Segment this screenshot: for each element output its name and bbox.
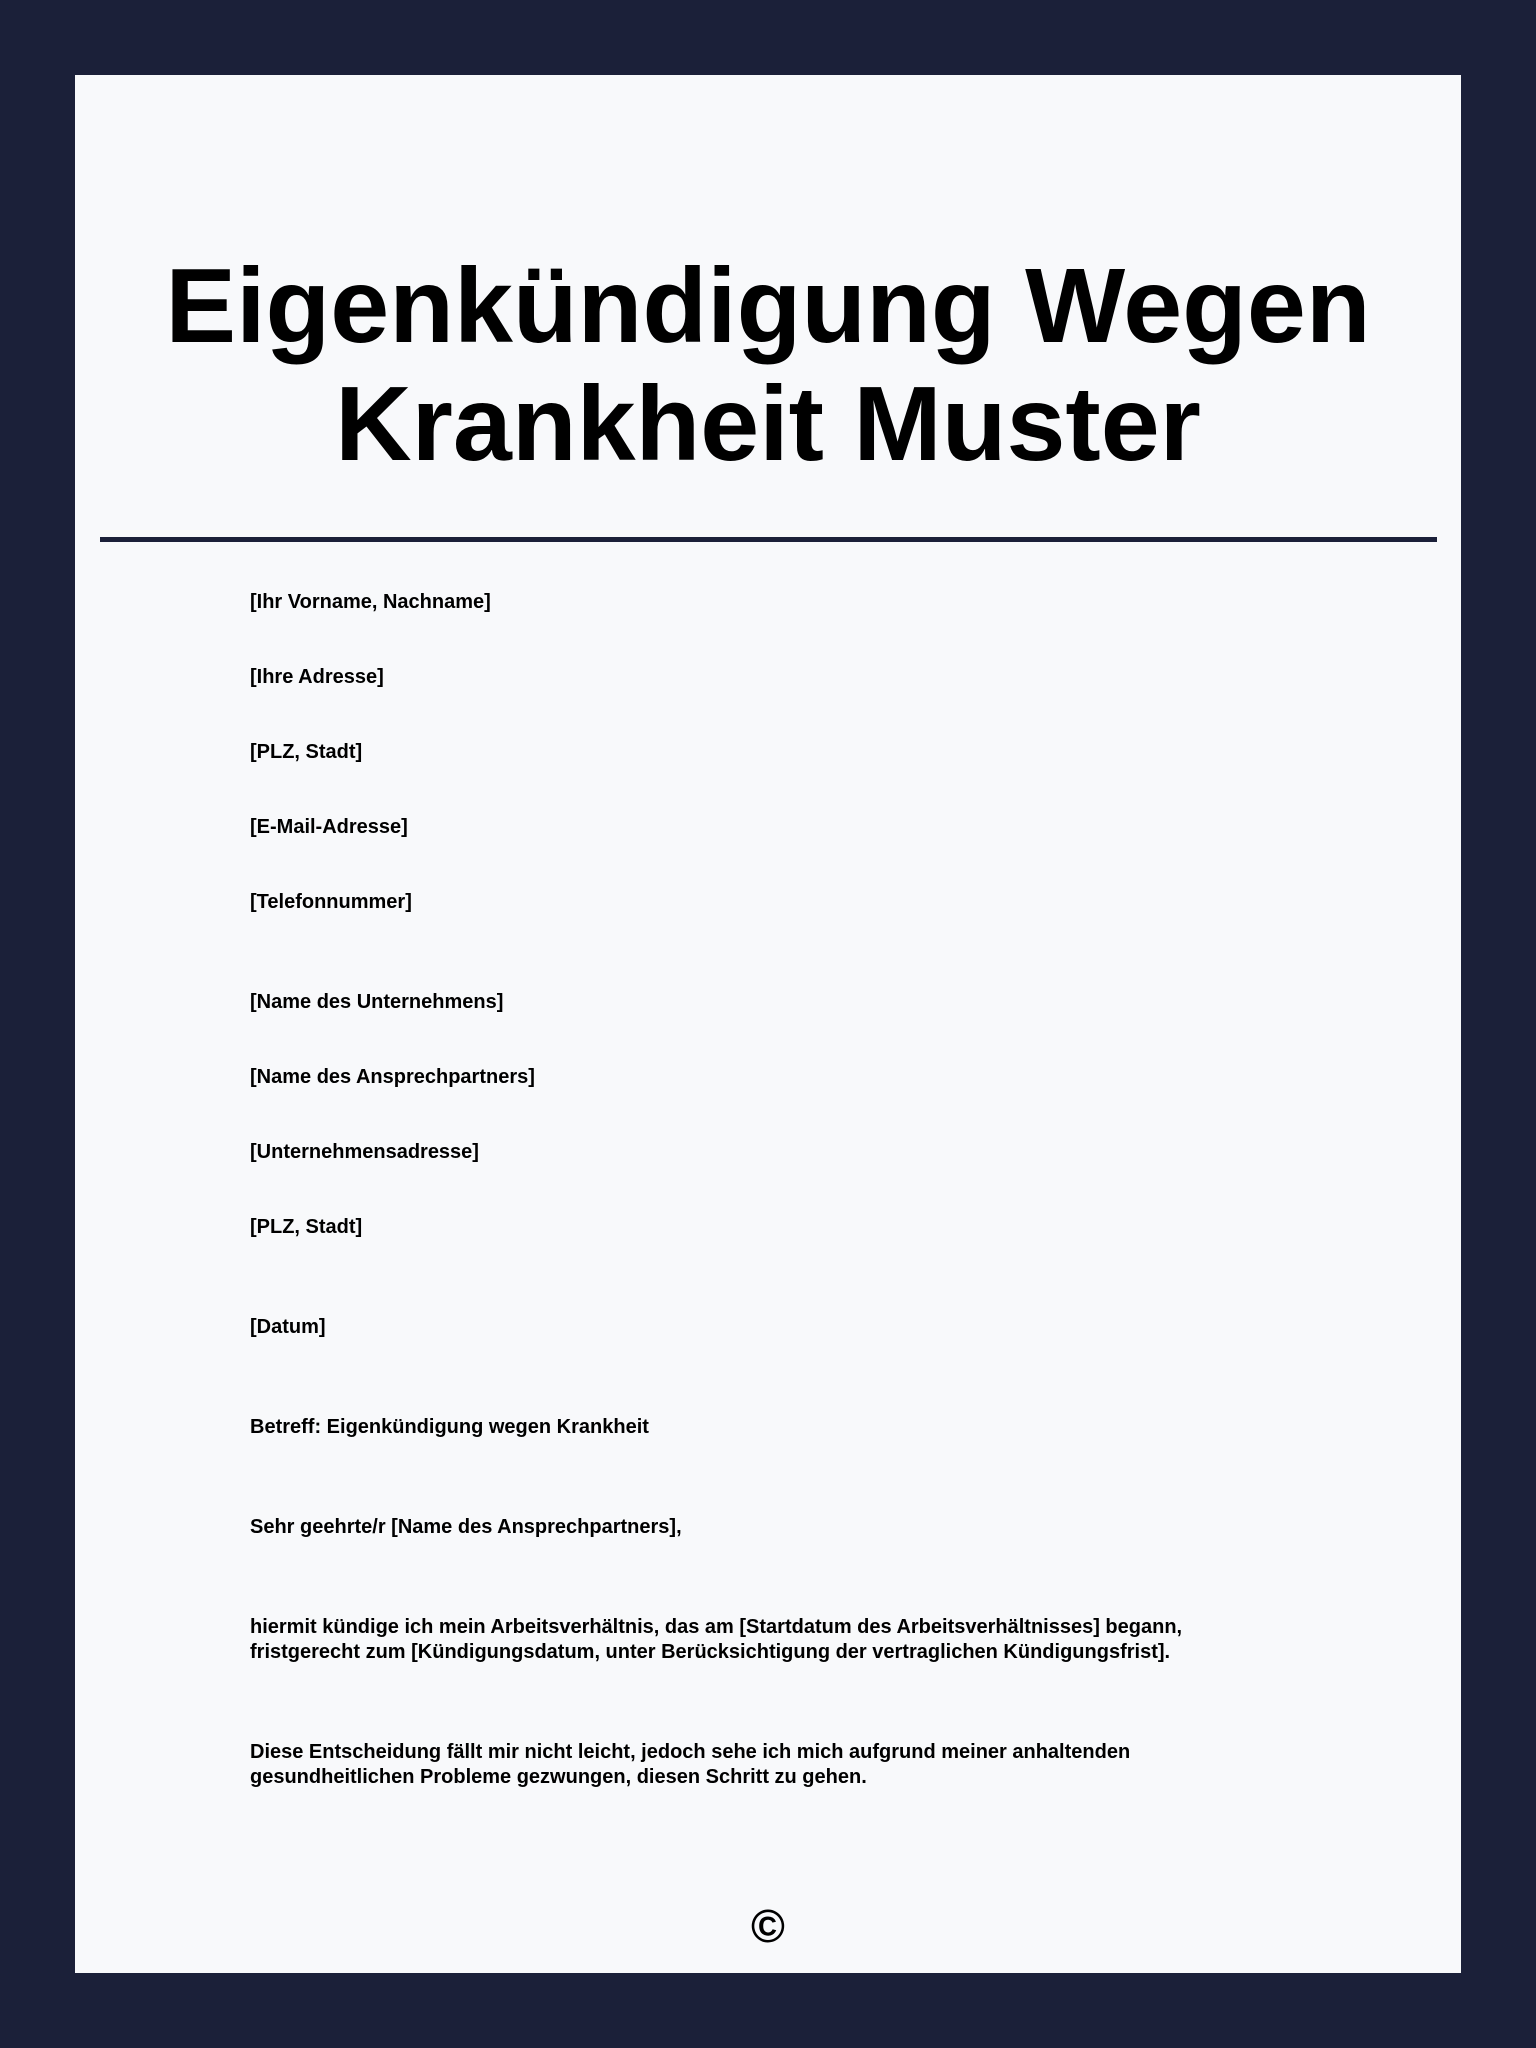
letter-date: [Datum] [250,1316,326,1338]
letter-paragraph-1: hiermit kündige ich mein Arbeitsverhältnis, das am [Startdatum des Arbeitsverhältnisses] begann, fristgerecht zum [Kündigungsdatum, unter Berücksichtigung der vertraglichen Kündigungsfrist]. [250,1616,1183,1663]
recipient-company: [Name des Unternehmens] [250,991,504,1013]
sender-city: [PLZ, Stadt] [250,741,363,763]
recipient-contact: [Name des Ansprechpartners] [250,1066,535,1088]
sender-phone: [Telefonnummer] [250,891,412,913]
letter-salutation: Sehr geehrte/r [Name des Ansprechpartners], [250,1516,682,1538]
title-divider [100,537,1437,542]
page-title: Eigenkündigung Wegen Krankheit Muster [165,247,1371,483]
sender-email: [E-Mail-Adresse] [250,816,408,838]
document-page [75,75,1461,1973]
recipient-city: [PLZ, Stadt] [250,1216,363,1238]
recipient-address: [Unternehmensadresse] [250,1141,479,1163]
sender-address: [Ihre Adresse] [250,666,384,688]
letter-subject: Betreff: Eigenkündigung wegen Krankheit [250,1416,649,1438]
letter-paragraph-2: Diese Entscheidung fällt mir nicht leicht, jedoch sehe ich mich aufgrund meiner anhaltenden gesundheitlichen Probleme gezwungen, diesen Schritt zu gehen. [250,1741,1131,1788]
sender-name: [Ihr Vorname, Nachname] [250,591,491,613]
copyright-icon: © [751,1900,785,1952]
